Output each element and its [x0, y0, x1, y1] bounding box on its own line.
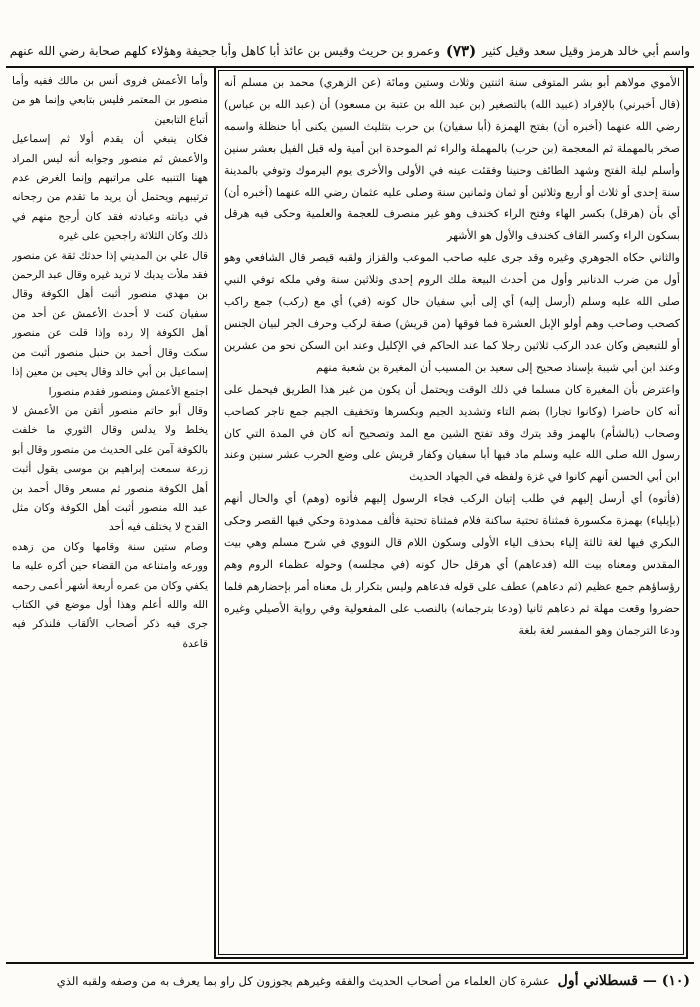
main-paragraph: (فأتوه) أي أرسل إليهم في طلب إتيان الركب فجاء الرسول إليهم فأتوه (وهم) أي والحال أنهم (بإيلياء) بهمزة مكسورة فمثناة تحتية ساكنة فلام فمثناة تحتية فألف ممدودة وحكي فيها القصر وحكى البكري فيها لغة ثالثة إلياء بحذف الياء الأولى وسكون اللام قال النووي في شرح مسلم وهي بيت المقدس ومعناه بيت الله (فدعاهم) أي هرقل حال كونه (في مجلسه) وحوله عظماء الروم وهم رؤساؤهم جمع عظيم (ثم دعاهم) عطف على قوله فدعاهم وليس بتكرار بل معناه أمر بإحضارهم فلما حضروا وقعت مهلة ثم دعاهم ثانيا (ودعا بترجمانه) بالنصب على المفعولية وفي رواية الأصيلي وغيره ودعا الترجمان وهو المفسر لغة بلغة	[224, 492, 680, 637]
main-paragraph: الأموي مولاهم أبو بشر المتوفى سنة اثنتين وثلاث وستين ومائة (عن الزهري) محمد بن مسلم أنه (قال أخبرني) بالإفراد (عبيد الله) بالتصغير (بن عبد الله بن عتبة بن مسعود) أن (عبد الله بن عباس) رضي الله عنهما (أخبره أن) بفتح الهمزة (أبا سفيان) بن حرب بتثليث السين يكنى أبا حنظلة واسمه صخر بالمهملة ثم المعجمة (بن حرب) بالمهملة والراء ثم الموحدة ابن أمية وله قبل الفيل بعشر سنين وأسلم ليلة الفتح وشهد الطائف وحنينا وفقئت عينه في الأولى والأخرى يوم اليرموك وتوفي بالمدينة سنة إحدى أو ثلاث أو أربع وثلاثين أو ثمان وثمانين سنة وصلى عليه عثمان رضي الله عنهما (أخبره أن) أي بأن (هرقل) بكسر الهاء وفتح الراء كخندف وهو غير منصرف للعجمة والعلمية وحكى فيه هرقل بسكون الراء وكسر القاف كخندف والأول هو الأشهر	[224, 76, 680, 243]
main-paragraph: والثاني حكاه الجوهري وغيره وقد جرى عليه صاحب الموعب والقزاز ولقبه قيصر قال الشافعي وهو أول من ضرب الدنانير وأول من أحدث البيعة ملك الروم إحدى وثلاثين سنة وفي ملكه توفي النبي صلى الله عليه وسلم (أرسل إليه) أي إلى أبي سفيان حال كونه (في) أي مع (ركب) جمع راكب كصحب وصاحب وهم أولو الإبل العشرة فما فوقها (من قريش) صفة لركب وحرف الجر لبيان الجنس أو للتبعيض وكان عدد الركب ثلاثين رجلا كما عند الحاكم في الإكليل وعند ابن السكن نحو من عشرين وعند ابن أبي شيبة بإسناد صحيح إلى سعيد بن المسيب أن المغيرة بن شعبة منهم	[224, 251, 680, 374]
margin-paragraph: فكان ينبغي أن يقدم أولا ثم إسماعيل والأعمش ثم منصور وجوابه أنه ليس المراد ههنا التنبيه على مراتبهم وإنما الغرض عدم ترتيبهم ويحتمل أن يريد ما تقدم من رجحانه في ديانته وعبادته فقد كان أرجح منهم في ذلك وكان الثلاثة راجحين على غيره	[12, 133, 208, 243]
page-number: (٧٣)	[445, 42, 477, 60]
footer-rule	[6, 962, 694, 964]
main-text-column	[224, 72, 680, 952]
margin-paragraph: وأما الأعمش فروى أنس بن مالك ففيه وأما منصور بن المعتمر فليس بتابعي وإنما هو من أتباع التابعين	[12, 75, 208, 126]
footer-text: عشرة كان العلماء من أصحاب الحديث والفقه وغيرهم يجوزون كل راو بما يعرف به من وصفه ولقبه الذي	[56, 974, 550, 988]
margin-paragraph: قال علي بن المديني إذا حدثك ثقة عن منصور فقد ملأت يديك لا تريد غيره وقال عبد الرحمن بن مهدي منصور أثبت أهل الكوفة وقال سفيان كنت لا أحدث الأعمش عن أحد من أهل الكوفة إلا رده وإذا قلت عن منصور سكت وقال أحمد بن حنبل منصور أثبت من إسماعيل بن أبي خالد وقال يحيى بن معين إذا اجتمع الأعمش ومنصور فقدم منصورا	[12, 249, 208, 398]
margin-commentary-column	[12, 72, 208, 952]
margin-paragraph: وصام ستين سنة وقامها وكان من زهده وورعه وامتناعه من القضاء حين أكره عليه ما يكفي وكان من عمره أربعة أشهر أعمى رحمه الله والله أعلم وهذا أول موضع في الكتاب جرى فيه ذكر أصحاب الألقاب فلنذكر فيه قاعدة	[12, 540, 208, 650]
header-left-text: واسم أبي خالد هرمز وقيل سعد وقيل كثير	[482, 44, 690, 58]
footer	[10, 966, 690, 996]
footer-page-label: (١٠) — قسطلاني أول	[557, 973, 690, 989]
main-paragraph: واعترض بأن المغيرة كان مسلما في ذلك الوقت ويحتمل أن يكون من غير هذا الطريق فيحمل على أنه كان حاضرا (وكانوا تجارا) بضم التاء وتشديد الجيم وبكسرها وتخفيف الجيم جمع تاجر كصاحب وصحاب (بالشأم) بالهمز وقد يترك وقد تفتح الشين مع المد وتصحيح أنه كان في المدة التي كان رسول الله صلى الله عليه وسلم ماد فيها أبا سفيان وكفار قريش على وضع الحرب عشر سنين وعند ابن أبي الحسن أنهم كانوا في غزة ولفظه في الجهاد الحديث	[224, 382, 680, 484]
running-header	[10, 36, 690, 66]
margin-paragraph: وقال أبو حاتم منصور أتقن من الأعمش لا يخلط ولا يدلس وقال الثوري ما خلفت بالكوفة آمن على الحديث من منصور وقال أبو زرعة سمعت إبراهيم بن موسى يقول أثبت أهل الكوفة منصور ثم مسعر وقال أحمد بن عبد الله منصور أثبت أهل الكوفة وكان مثل القدح لا يختلف فيه أحد	[12, 404, 208, 534]
header-title: وعمرو بن حريث وقيس بن عائذ أبا كاهل وأبا جحيفة وهؤلاء كلهم صحابة رضي الله عنهم	[10, 44, 440, 58]
